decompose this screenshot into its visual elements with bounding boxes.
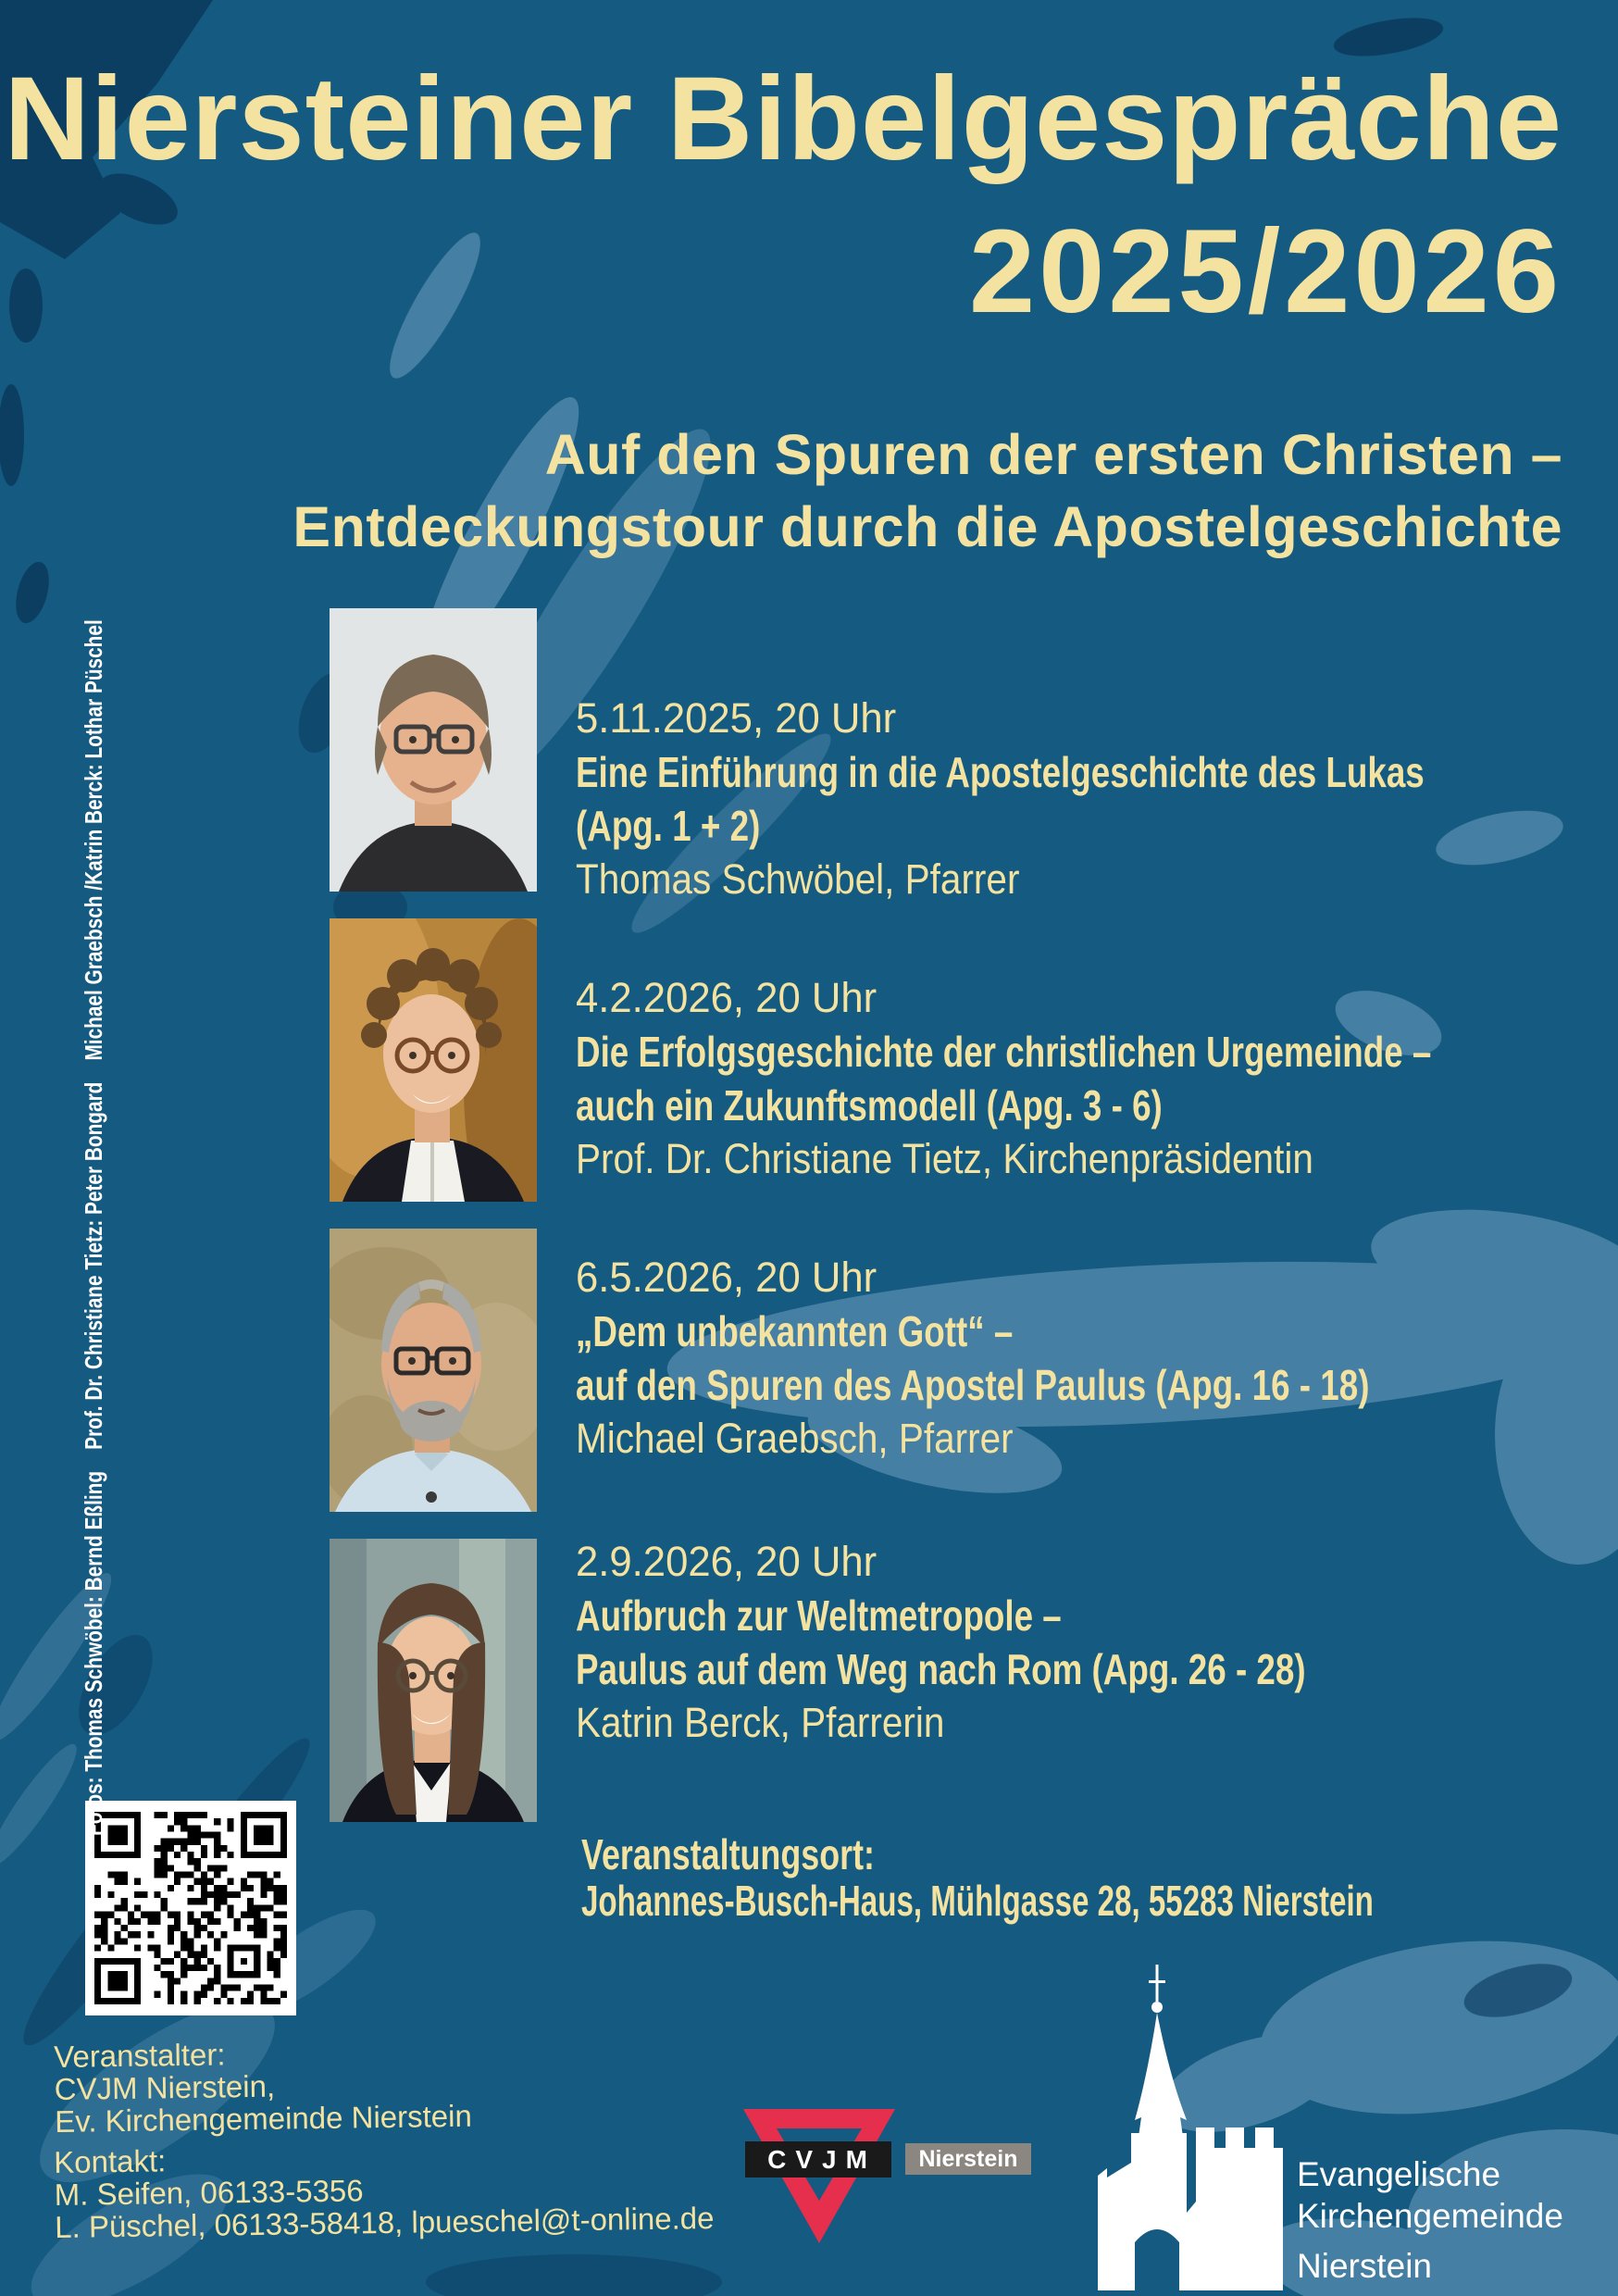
subtitle-line2: Entdeckungstour durch die Apostelgeschichte	[292, 495, 1562, 558]
event-1-title-line2: (Apg. 1 + 2)	[576, 802, 761, 850]
organizer-line2: Ev. Kirchengemeinde Nierstein	[54, 2098, 473, 2139]
qr-code	[85, 1801, 296, 2015]
event-2-date: 4.2.2026, 20 Uhr	[576, 974, 877, 1021]
venue-label: Veranstaltungsort:	[581, 1830, 876, 1878]
speaker-photo-katrin-berck	[330, 1539, 537, 1822]
event-2-speaker: Prof. Dr. Christiane Tietz, Kirchenpräsidentin	[576, 1135, 1313, 1182]
event-1-title-line1: Eine Einführung in die Apostelgeschichte des Lukas	[576, 748, 1425, 796]
cvjm-wordmark: CVJM	[745, 2141, 891, 2177]
venue-address: Johannes-Busch-Haus, Mühlgasse 28, 55283 Nierstein	[581, 1877, 1374, 1925]
event-4-speaker: Katrin Berck, Pfarrerin	[576, 1699, 945, 1746]
contact-line2: L. Püschel, 06133-58418, lpueschel@t-online.de	[54, 2201, 715, 2244]
church-silhouette-icon	[1098, 1965, 1283, 2290]
cvjm-badge: Nierstein	[905, 2143, 1031, 2175]
event-3	[576, 1251, 1568, 1466]
poster-subtitle	[292, 418, 1562, 563]
organizer-label: Veranstalter:	[53, 2037, 226, 2074]
photo-credits-text: Fotos: Thomas Schwöbel: Bernd Eßling Prof. Dr. Christiane Tietz: Peter Bongard Michael Graebsch /Katrin Berck: Lothar Püschel	[80, 619, 107, 1837]
church-name-line2: Kirchengemeinde	[1297, 2197, 1563, 2235]
event-2	[576, 971, 1618, 1186]
speaker-photo-christiane-tietz	[330, 918, 537, 1202]
venue-info	[581, 1831, 1618, 1924]
event-3-date: 6.5.2026, 20 Uhr	[576, 1254, 877, 1301]
photo-credits-vertical	[46, 585, 107, 1863]
church-name	[1297, 2153, 1563, 2287]
event-3-title-line2: auf den Spuren des Apostel Paulus (Apg. 16 - 18)	[576, 1361, 1370, 1409]
event-4-title-line1: Aufbruch zur Weltmetropole –	[576, 1591, 1062, 1640]
church-name-line3: Nierstein	[1297, 2247, 1432, 2285]
event-2-title-line1: Die Erfolgsgeschichte der christlichen Urgemeinde –	[576, 1028, 1432, 1076]
event-4-title-line2: Paulus auf dem Weg nach Rom (Apg. 26 - 28)	[576, 1645, 1306, 1693]
speaker-photo-thomas-schwoebel	[330, 608, 537, 892]
organizer-line1: CVJM Nierstein,	[54, 2068, 276, 2106]
poster-title-line1: Niersteiner Bibelgespräche	[4, 53, 1562, 185]
event-4	[576, 1535, 1488, 1750]
event-1-date: 5.11.2025, 20 Uhr	[576, 694, 897, 742]
speaker-photo-michael-graebsch	[330, 1229, 537, 1512]
contact-label: Kontakt:	[53, 2143, 167, 2179]
poster-title-line2: 2025/2026	[968, 206, 1562, 338]
event-3-title-line1: „Dem unbekannten Gott“ –	[576, 1307, 1014, 1355]
event-1	[576, 692, 1618, 906]
event-2-title-line2: auch ein Zukunftsmodell (Apg. 3 - 6)	[576, 1081, 1163, 1129]
contact-block	[54, 2137, 715, 2243]
contact-line1: M. Seifen, 06133-5356	[54, 2173, 364, 2212]
event-1-speaker: Thomas Schwöbel, Pfarrer	[576, 855, 1020, 903]
church-name-line1: Evangelische	[1297, 2155, 1501, 2193]
event-4-date: 2.9.2026, 20 Uhr	[576, 1538, 877, 1585]
event-3-speaker: Michael Graebsch, Pfarrer	[576, 1415, 1014, 1462]
organizer-block	[54, 2035, 472, 2138]
subtitle-line1: Auf den Spuren der ersten Christen –	[544, 423, 1562, 486]
